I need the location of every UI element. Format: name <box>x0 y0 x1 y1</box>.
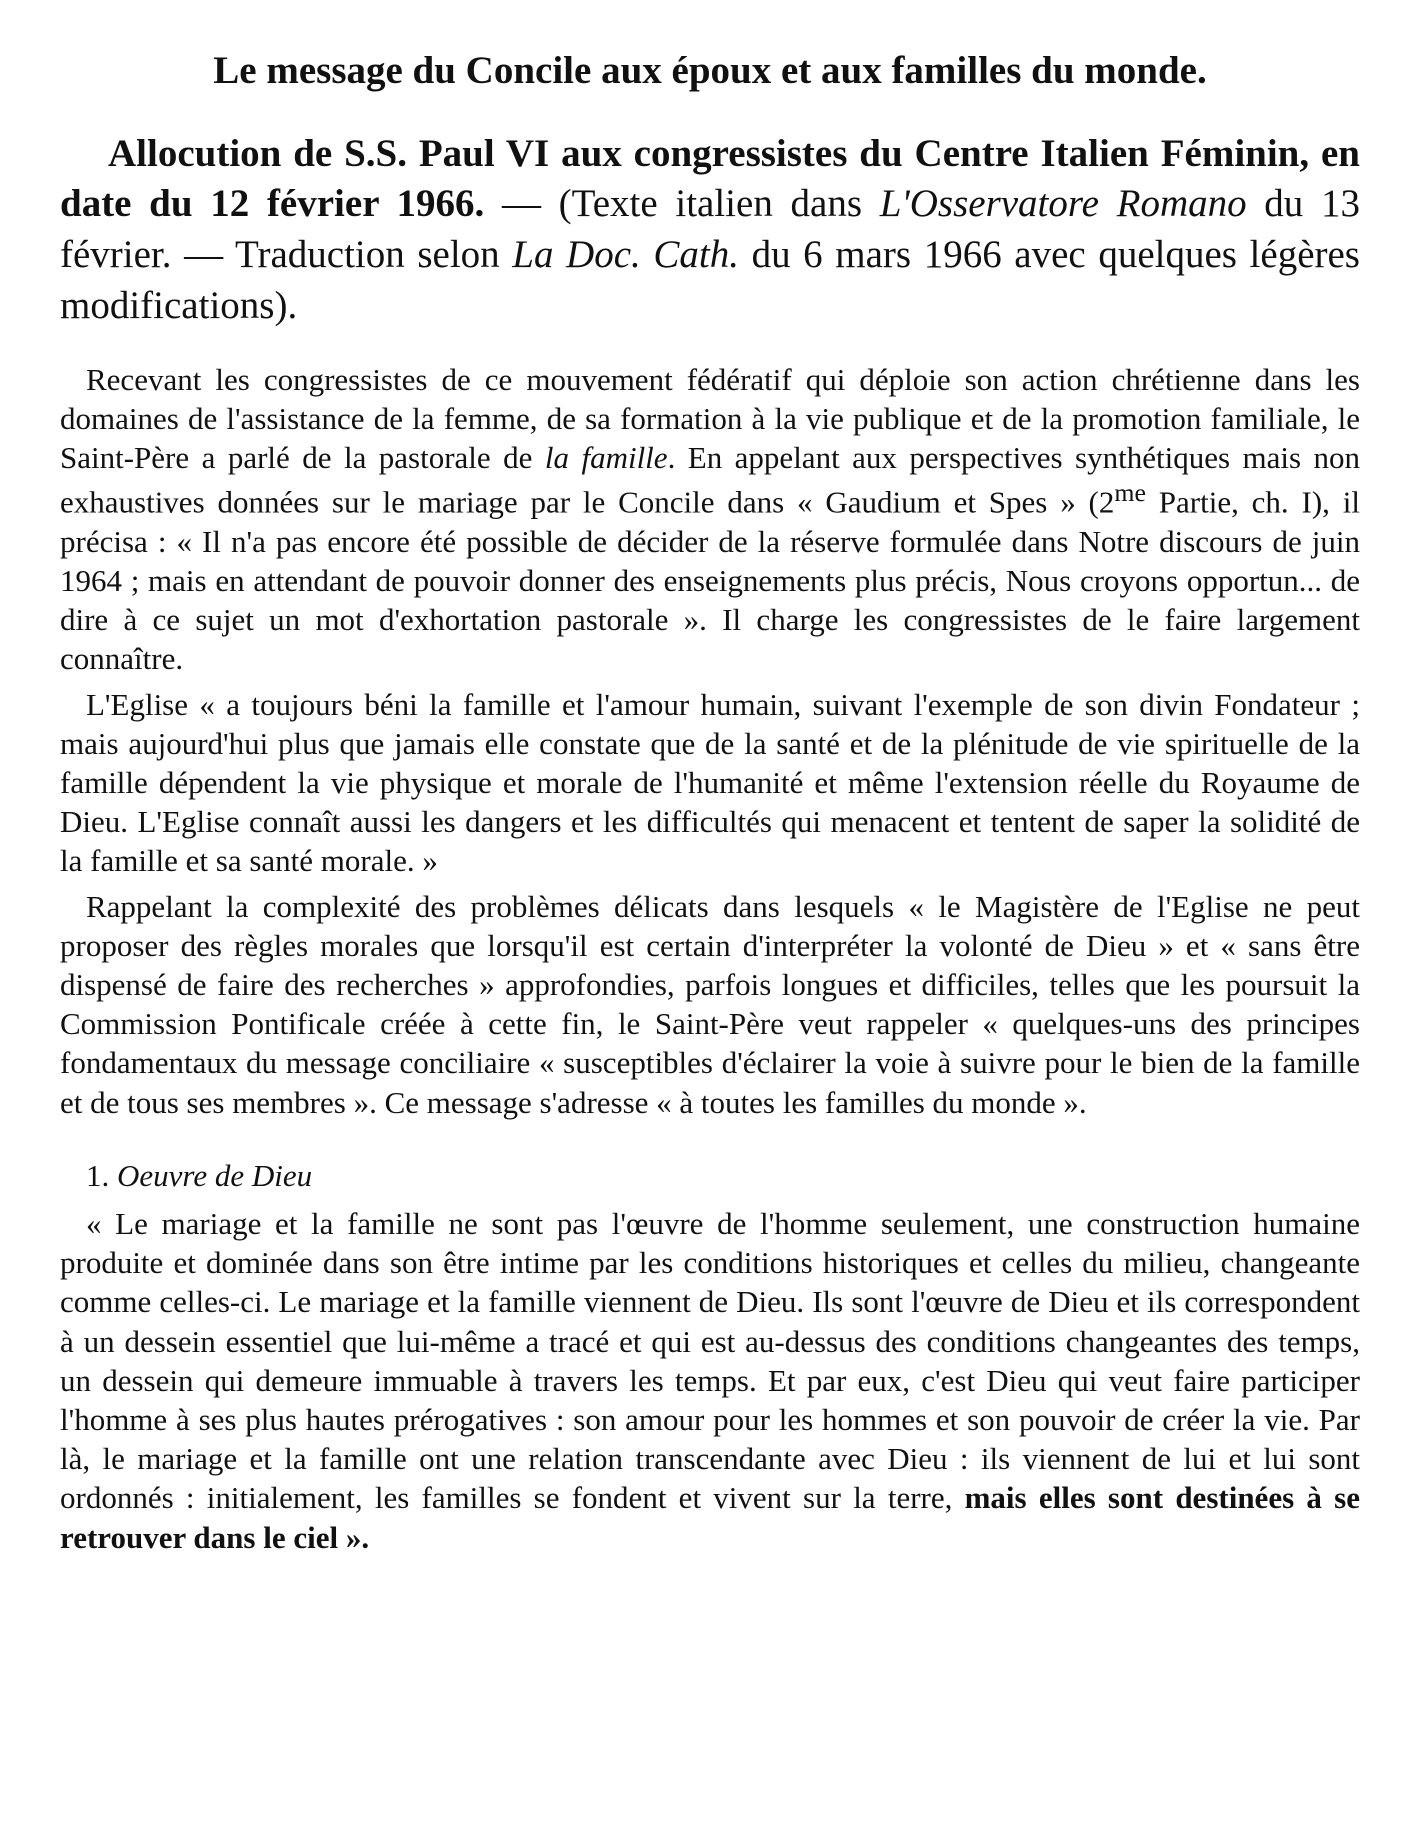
paragraph-1-superscript: me <box>1114 478 1146 508</box>
intro-text-1: — (Texte italien dans <box>484 182 880 226</box>
intro-italic-newspaper: L'Osservatore Romano <box>879 182 1247 226</box>
paragraph-1-text-a: Recevant les congressistes de ce mouvement fédératif qui déploie son action chrétienne dans les domaines de l'assistance de la femme, de sa formation à la vie publique et de la promotion familiale, le Saint-Père a parlé de la pastorale de <box>60 361 1360 475</box>
paragraph-3: Rappelant la complexité des problèmes délicats dans lesquels « le Magistère de l'Eglise ne peut proposer des règles morales que lorsqu'il est certain d'interpréter la volonté de Dieu » et « sans être dispensé de faire des recherches » approfondies, parfois longues et difficiles, telles que les poursuit la Commission Pontificale créée à cette fin, le Saint-Père veut rappeler « quelques-uns des principes fondamentaux du message conciliaire « susceptibles d'éclairer la voie à suivre pour le bien de la famille et de tous ses membres ». Ce message s'adresse « à toutes les familles du monde ». <box>60 888 1360 1120</box>
intro-italic-source: La Doc. Cath. <box>512 233 739 277</box>
paragraph-4-text: « Le mariage et la famille ne sont pas l'œuvre de l'homme seulement, une construction humaine produite et dominée dans son être intime par les conditions historiques et celles du milieu, changeante comme celles-ci. Le mariage et la famille viennent de Dieu. Ils sont l'œuvre de Dieu et ils correspondent à un dessein essentiel que lui-même a tracé et qui est au-dessus des conditions changeantes des temps, un dessein qui demeure immuable à travers les temps. Et par eux, c'est Dieu qui veut faire participer l'homme à ses plus hautes prérogatives : son amour pour les hommes et son pouvoir de créer la vie. Par là, le mariage et la famille ont une relation transcendante avec Dieu : ils viennent de lui et lui sont ordonnés : initialement, les familles se fondent et vivent sur la terre, <box>60 1206 1360 1516</box>
intro-paragraph <box>60 129 1360 332</box>
body-text <box>60 360 1360 1557</box>
intro-text-3: du 6 mars 1966 avec quelques légères modifications). <box>60 233 1360 327</box>
intro-text-2: du 13 février. — Traduction selon <box>60 182 1360 277</box>
section-1-number: 1. <box>86 1157 110 1193</box>
intro-bold-lead: Allocution de S.S. Paul VI aux congressistes du Centre Italien Féminin, en date du 12 février 1966. <box>60 131 1360 226</box>
paragraph-1-italic: la famille <box>544 439 668 475</box>
paragraph-4-bold-closing: mais elles sont destinées à se retrouver dans le ciel ». <box>60 1480 1360 1555</box>
section-1-heading <box>86 1156 1360 1196</box>
document-page <box>60 48 1360 1563</box>
section-1-title: Oeuvre de Dieu <box>117 1157 313 1193</box>
document-title: Le message du Concile aux époux et aux familles du monde. <box>213 49 1207 92</box>
paragraph-1-text-d: Partie, ch. I), il précisa : « Il n'a pas encore été possible de décider de la réserve formulée dans Notre discours de juin 1964 ; mais en attendant de pouvoir donner des enseignements plus précis, Nous croyons opportun... de dire à ce sujet un mot d'exhortation pastorale ». Il charge les congressistes de le faire largement connaître. <box>60 484 1360 677</box>
paragraph-1-text-c: . En appelant aux perspectives synthétiques mais non exhaustives données sur le mariage par le Concile dans « Gaudium et Spes » (2 <box>60 439 1360 520</box>
paragraph-4 <box>60 1204 1360 1557</box>
paragraph-2: L'Eglise « a toujours béni la famille et l'amour humain, suivant l'exemple de son divin Fondateur ; mais aujourd'hui plus que jamais elle constate que de la santé et de la plénitude de vie spirituelle de la famille dépendent la vie physique et morale de l'humanité et même l'extension réelle du Royaume de Dieu. L'Eglise connaît aussi les dangers et les difficultés qui menacent et tentent de saper la solidité de la famille et sa santé morale. » <box>60 686 1360 879</box>
paragraph-1 <box>60 360 1360 679</box>
